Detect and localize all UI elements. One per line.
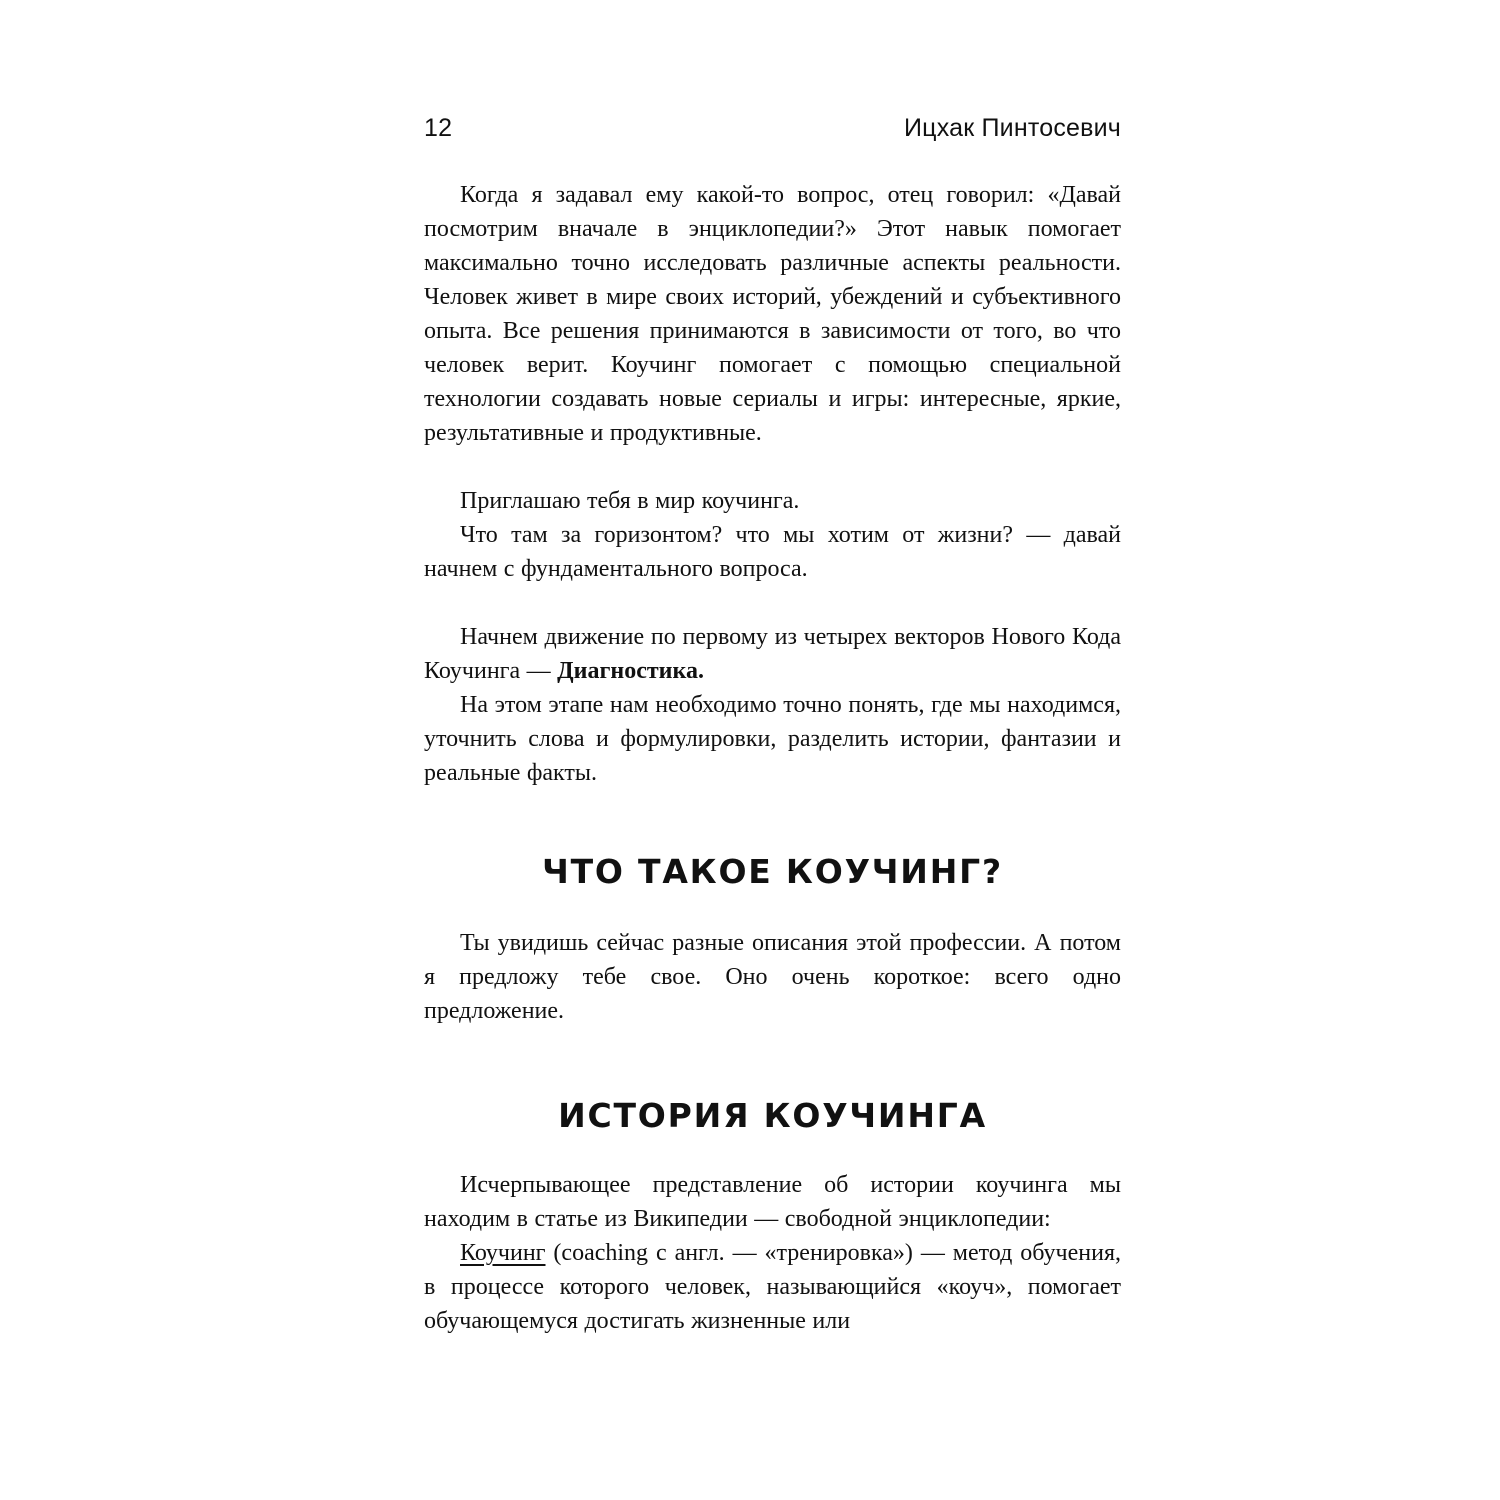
section-intro [424, 178, 1121, 790]
paragraph-invitation: Приглашаю тебя в мир коучинга. [460, 488, 800, 514]
paragraph-stage: На этом этапе нам необходимо точно понять, где мы находимся, уточнить слова и формулировки, разделить истории, фантазии и реальные факты. [424, 692, 1121, 786]
running-head [424, 106, 1121, 150]
paragraph-horizon: Что там за горизонтом? что мы хотим от жизни? — давай начнем с фундаментального вопроса. [424, 522, 1121, 582]
term-diagnostics: Диагностика. [557, 658, 704, 684]
paragraph-wikipedia: Исчерпывающее представление об истории коучинга мы находим в статье из Википедии — свободной энциклопедии: [424, 1172, 1121, 1232]
paragraph-definition [424, 1236, 1121, 1338]
link-coaching[interactable]: Коучинг [460, 1240, 546, 1266]
paragraph-vectors-text: Начнем движение по первому из четырех векторов Нового Кода Коучинга — [424, 624, 1121, 684]
section-what-is-coaching [424, 926, 1121, 1028]
paragraph-descriptions: Ты увидишь сейчас разные описания этой профессии. А потом я предложу тебе свое. Оно очень короткое: всего одно предложение. [424, 930, 1121, 1024]
paragraph-vectors [424, 620, 1121, 688]
section-coaching-history [424, 1168, 1121, 1338]
paragraph-definition-text: (coaching с англ. — «тренировка») — метод обучения, в процессе которого человек, называющийся «коуч», помогает обучающемуся достигать жизненные или [424, 1240, 1121, 1334]
book-page [424, 106, 1121, 1338]
heading-coaching-history: ИСТОРИЯ КОУЧИНГА [558, 1096, 987, 1135]
author-name: Ицхак Пинтосевич [904, 114, 1121, 142]
page-number: 12 [424, 114, 453, 142]
paragraph-encyclopedia: Когда я задавал ему какой-то вопрос, отец говорил: «Давай посмотрим вначале в энциклопедии?» Этот навык помогает максимально точно исследовать различные аспекты реальности. Человек живет в мире своих историй, убеждений и субъективного опыта. Все решения принимаются в зависимости от того, во что человек верит. Коучинг помогает с помощью специальной технологии создавать новые сериалы и игры: интересные, яркие, результативные и продуктивные. [424, 182, 1121, 446]
heading-what-is-coaching: ЧТО ТАКОЕ КОУЧИНГ? [542, 852, 1003, 891]
